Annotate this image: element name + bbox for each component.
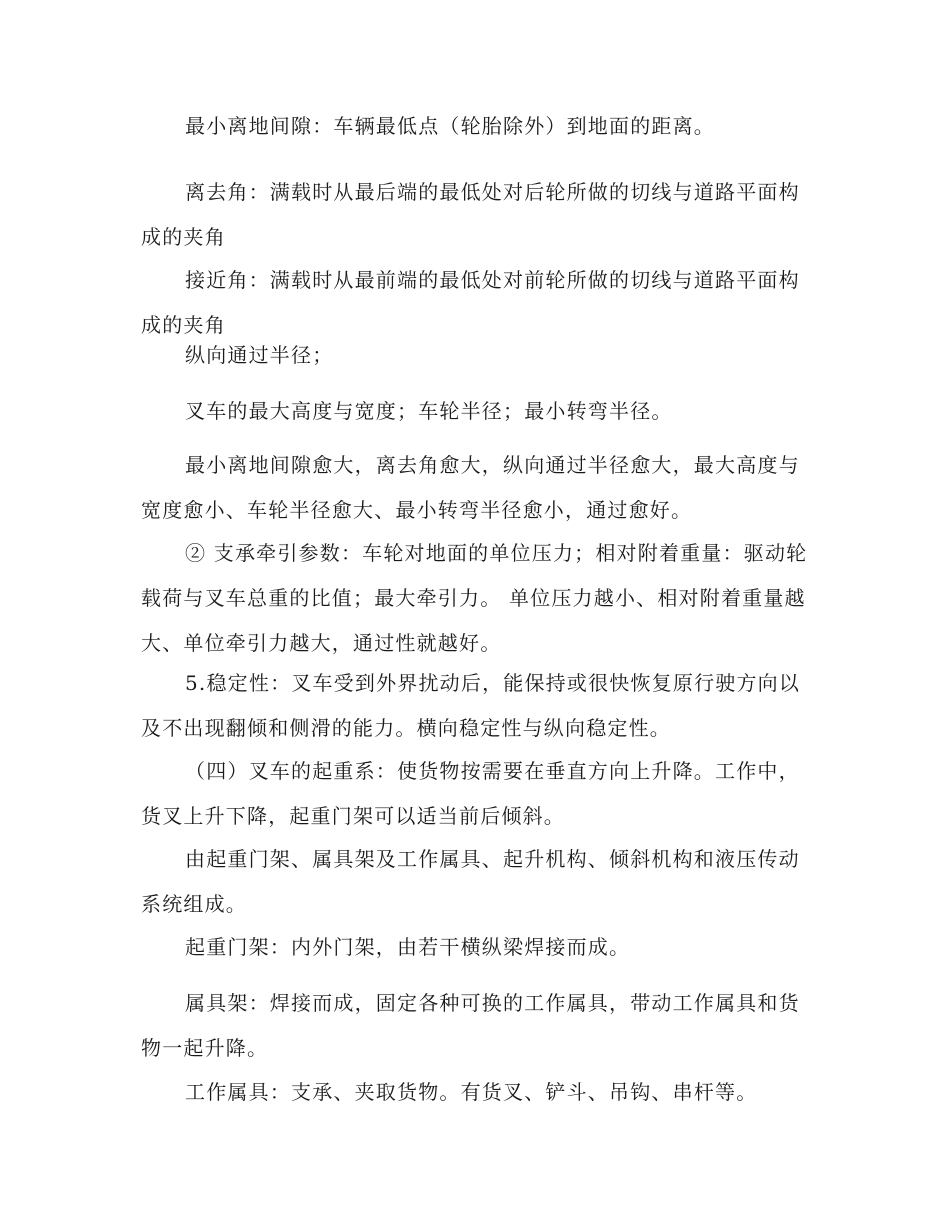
paragraph-longitudinal-radius: 纵向通过半径； [185, 343, 334, 367]
paragraph-lifting-components: 由起重门架、属具架及工作属具、起升机构、倾斜机构和液压传动系统组成。 [141, 847, 800, 916]
paragraph-min-ground-clearance: 最小离地间隙：车辆最低点（轮胎除外）到地面的距离。 [185, 114, 715, 138]
paragraph-attachment-carriage: 属具架：焊接而成，固定各种可换的工作属具，带动工作属具和货物一起升降。 [141, 991, 800, 1060]
paragraph-approach-angle: 接近角：满载时从最前端的最低处对前轮所做的切线与道路平面构成的夹角 [141, 268, 800, 337]
paragraph-traction-parameters: ② 支承牵引参数：车轮对地面的单位压力；相对附着重量：驱动轮载荷与叉车总重的比值；最大牵引力。 单位压力越小、相对附着重量越大、单位牵引力越大，通过性就越好。 [141, 541, 808, 655]
paragraph-max-dimensions: 叉车的最大高度与宽度；车轮半径；最小转弯半径。 [185, 399, 673, 423]
paragraph-mast: 起重门架：内外门架，由若干横纵梁焊接而成。 [185, 935, 631, 959]
paragraph-stability: 5.稳定性：叉车受到外界扰动后，能保持或很快恢复原行驶方向以及不出现翻倾和侧滑的能力。横向稳定性与纵向稳定性。 [141, 671, 801, 740]
paragraph-lifting-system: （四）叉车的起重系：使货物按需要在垂直方向上升降。工作中，货叉上升下降，起重门架可以适当前后倾斜。 [141, 759, 800, 828]
paragraph-passability-summary: 最小离地间隙愈大，离去角愈大，纵向通过半径愈大，最大高度与宽度愈小、车轮半径愈大、最小转弯半径愈小，通过愈好。 [141, 453, 800, 522]
paragraph-work-attachments: 工作属具：支承、夹取货物。有货叉、铲斗、吊钩、串杆等。 [185, 1080, 758, 1104]
paragraph-departure-angle: 离去角：满载时从最后端的最低处对后轮所做的切线与道路平面构成的夹角 [141, 180, 800, 249]
